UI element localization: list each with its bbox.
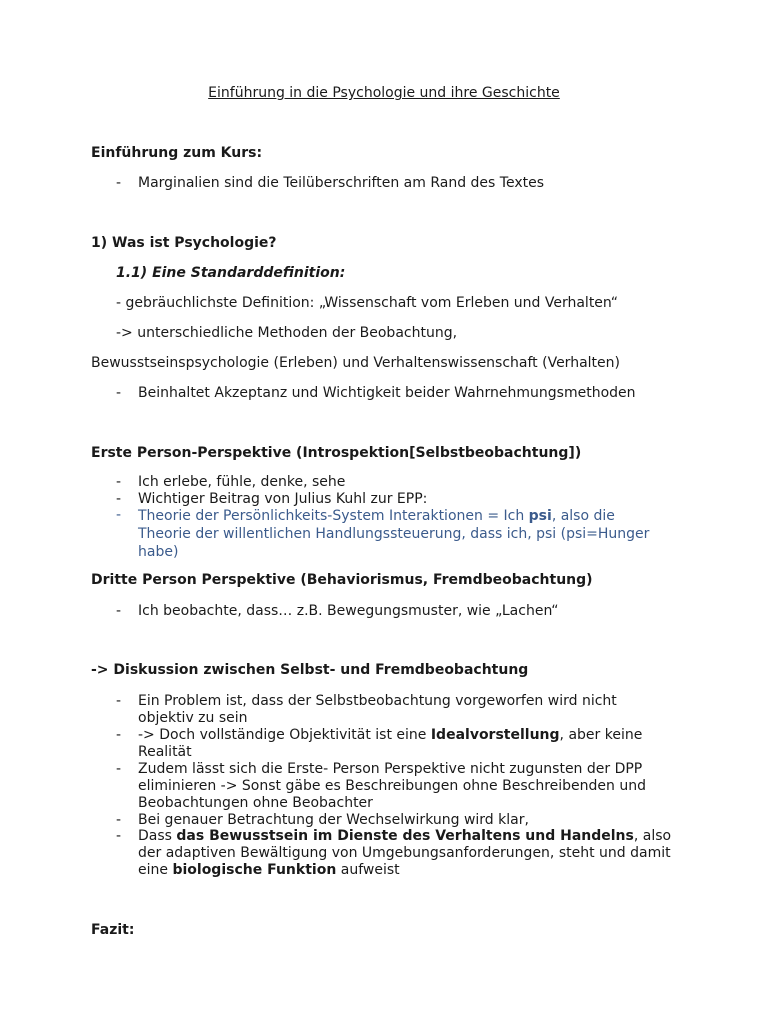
discussion-bullet-4: Bei genauer Betrachtung der Wechselwirkung wird klar, [138, 812, 529, 828]
bullet-dash: - [116, 812, 122, 828]
discussion-bullet-5-bold-1: das Bewusstsein im Dienste des Verhaltens und Handelns [176, 828, 634, 844]
discussion-heading: -> Diskussion zwischen Selbst- und Fremdbeobachtung [91, 662, 529, 678]
first-person-bullet-3-text-a: Theorie der Persönlichkeits-System Interaktionen = Ich [138, 508, 529, 524]
discussion-bullet-2 [138, 727, 663, 761]
first-person-bullet-2: Wichtiger Beitrag von Julius Kuhl zur EPP: [138, 491, 428, 507]
discussion-bullet-5-text-c: aufweist [336, 862, 400, 878]
intro-heading: Einführung zum Kurs: [91, 145, 263, 161]
section1-heading: 1) Was ist Psychologie? [91, 235, 277, 251]
bullet-dash: - [116, 175, 122, 191]
bullet-dash: - [116, 507, 122, 523]
discussion-bullet-5-text-b: , also der adaptiven Bewältigung von Umgebungsanforderungen, steht und damit eine [138, 828, 672, 878]
section1-bullet: Beinhaltet Akzeptanz und Wichtigkeit beider Wahrnehmungsmethoden [138, 385, 636, 401]
discussion-bullet-5-text-a: Dass [138, 828, 177, 844]
page-title: Einführung in die Psychologie und ihre Geschichte [208, 85, 560, 101]
section1-subheading: 1.1) Eine Standarddefinition: [116, 265, 346, 281]
discussion-bullet-5 [138, 828, 673, 879]
bullet-dash: - [116, 491, 122, 507]
discussion-bullet-2-text-a: -> Doch vollständige Objektivität ist eine [138, 727, 431, 743]
section1-line-1: - gebräuchlichste Definition: „Wissenschaft vom Erleben und Verhalten“ [116, 295, 619, 311]
bullet-dash: - [116, 693, 122, 709]
bullet-dash: - [116, 474, 122, 490]
intro-bullet-1: Marginalien sind die Teilüberschriften am Rand des Textes [138, 175, 544, 191]
discussion-bullet-5-bold-2: biologische Funktion [172, 862, 337, 878]
bullet-dash: - [116, 828, 122, 844]
first-person-bullet-1: Ich erlebe, fühle, denke, sehe [138, 474, 346, 490]
fazit-heading: Fazit: [91, 922, 135, 938]
section1-line-2: -> unterschiedliche Methoden der Beobachtung, [116, 325, 458, 341]
third-person-bullet-1: Ich beobachte, dass… z.B. Bewegungsmuster, wie „Lachen“ [138, 603, 559, 619]
first-person-bullet-3-bold: psi [528, 508, 552, 524]
first-person-bullet-3 [138, 507, 668, 561]
section1-line-3: Bewusstseinspsychologie (Erleben) und Verhaltenswissenschaft (Verhalten) [91, 355, 620, 371]
discussion-bullet-2-bold: Idealvorstellung [430, 727, 560, 743]
bullet-dash: - [116, 603, 122, 619]
discussion-bullet-2-text-b: , aber keine Realität [138, 727, 643, 760]
third-person-heading: Dritte Person Perspektive (Behaviorismus, Fremdbeobachtung) [91, 572, 593, 588]
discussion-bullet-3: Zudem lässt sich die Erste- Person Perspektive nicht zugunsten der DPP eliminieren -> Sonst gäbe es Beschreibungen ohne Beschreibenden und Beobachtungen ohne Beobachter [138, 761, 646, 811]
first-person-bullet-3-text-b: , also die Theorie der willentlichen Handlungssteuerung, dass ich, psi (psi=Hunger habe) [138, 508, 650, 560]
bullet-dash: - [116, 761, 122, 777]
bullet-dash: - [116, 727, 122, 743]
bullet-dash: - [116, 385, 122, 401]
first-person-heading: Erste Person-Perspektive (Introspektion[Selbstbeobachtung]) [91, 445, 582, 461]
discussion-bullet-1: Ein Problem ist, dass der Selbstbeobachtung vorgeworfen wird nicht objektiv zu sein [138, 693, 617, 726]
